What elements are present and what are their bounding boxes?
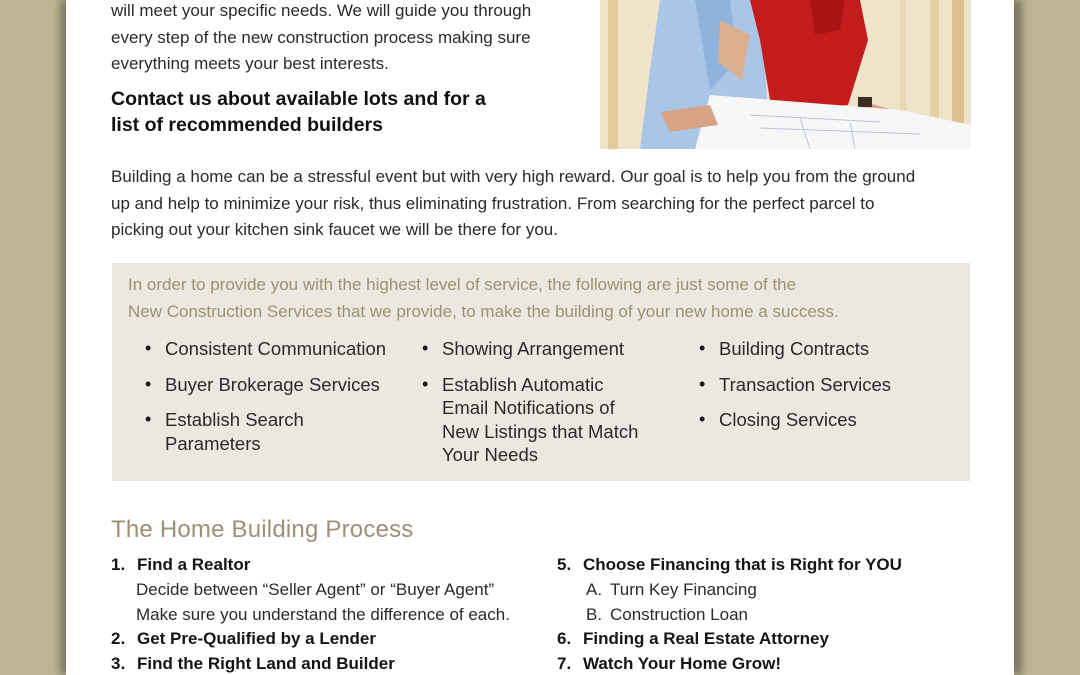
process-step: 2. Get Pre-Qualified by a Lender (111, 629, 377, 649)
process-step: 3. Find the Right Land and Builder (111, 654, 395, 674)
service-item: • Showing Arrangement (420, 337, 670, 361)
services-column-1 (143, 337, 413, 467)
service-item: • Transaction Services (697, 373, 947, 397)
process-step-desc: Make sure you understand the difference of each. (136, 604, 510, 624)
process-step: 7. Watch Your Home Grow! (557, 654, 782, 674)
service-item: • Building Contracts (697, 337, 947, 361)
service-item: • Closing Services (697, 408, 947, 432)
contact-callout-line: list of recommended builders (111, 114, 383, 136)
service-item: • Establish Automatic Email Notifications of New Listings that Match Your Needs (420, 373, 670, 467)
process-heading: The Home Building Process (111, 516, 414, 543)
process-substep: A. Turn Key Financing (586, 579, 757, 599)
contact-callout-line: Contact us about available lots and for a (111, 88, 486, 110)
body-line: Building a home can be a stressful event but with very high reward. Our goal is to help you from the ground (111, 167, 916, 186)
services-column-3 (697, 337, 947, 444)
service-item: • Consistent Communication (143, 337, 413, 361)
services-intro (128, 271, 958, 325)
builders-photo-illustration (600, 0, 971, 149)
builders-photo (600, 0, 971, 149)
process-step: 5. Choose Financing that is Right for YOU (557, 555, 902, 574)
services-intro-line: In order to provide you with the highest level of service, the following are just some of the (128, 275, 797, 294)
contact-callout (111, 86, 541, 138)
intro-paragraph (111, 0, 566, 78)
body-paragraph (111, 164, 971, 244)
process-substep: B. Construction Loan (586, 604, 748, 624)
services-column-2 (420, 337, 670, 479)
body-line: picking out your kitchen sink faucet we will be there for you. (111, 220, 558, 239)
service-item: • Buyer Brokerage Services (143, 373, 413, 397)
intro-line: will meet your specific needs. We will guide you through (111, 1, 532, 20)
body-line: up and help to minimize your risk, thus eliminating frustration. From searching for the perfect parcel to (111, 193, 875, 213)
services-intro-line: New Construction Services that we provide, to make the building of your new home a success. (128, 302, 839, 321)
process-steps-left (111, 553, 551, 675)
services-panel (112, 263, 970, 481)
intro-line: everything meets your best interests. (111, 54, 389, 73)
process-steps-right (557, 553, 997, 675)
process-step: 1. Find a Realtor (111, 555, 251, 574)
process-step: 6. Finding a Real Estate Attorney (557, 629, 829, 649)
brochure-page (66, 0, 1014, 675)
service-item: • Establish Search Parameters (143, 408, 413, 455)
intro-line: every step of the new construction process making sure (111, 27, 531, 47)
process-step-desc: Decide between “Seller Agent” or “Buyer Agent” (136, 579, 495, 599)
